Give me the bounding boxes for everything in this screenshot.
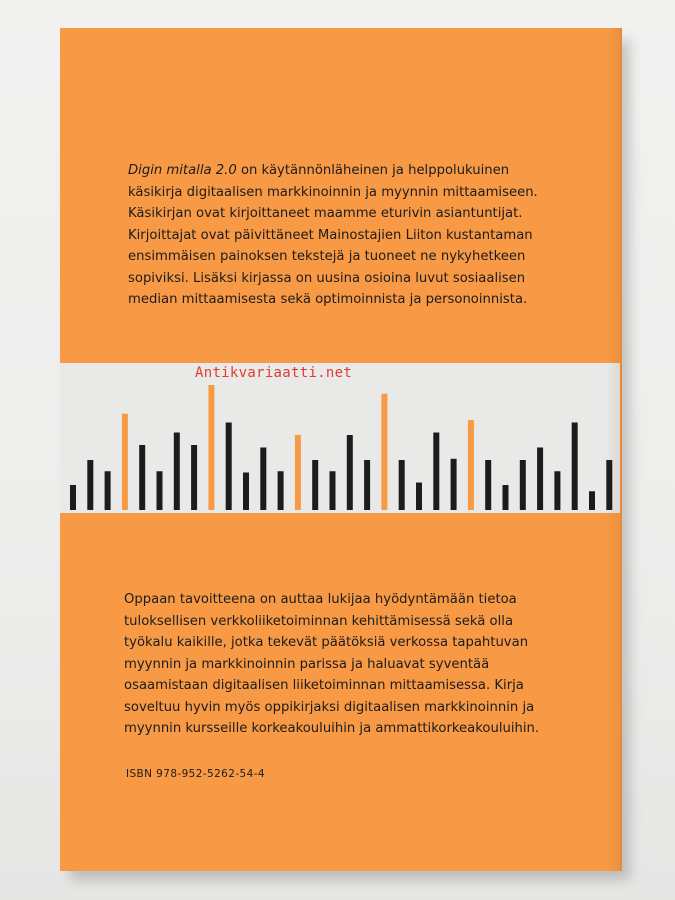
decor-bar <box>87 460 93 510</box>
decor-bar <box>243 473 249 511</box>
decor-bar <box>381 394 387 510</box>
decor-bar <box>260 448 266 511</box>
blurb-bottom <box>124 589 539 740</box>
decor-bar <box>226 423 232 511</box>
decor-bar <box>278 471 284 510</box>
decor-bar <box>399 460 405 510</box>
decor-bar <box>191 445 197 510</box>
decor-bar <box>537 448 543 511</box>
watermark-text: Antikvariaatti.net <box>195 365 353 381</box>
decor-bar <box>295 435 301 510</box>
blurb-bottom-line-1: Oppaan tavoitteena on auttaa lukijaa hyödyntämään tietoa <box>124 592 517 607</box>
blurb-top-line-5: ensimmäisen painoksen tekstejä ja tuoneet ne nykyhetkeen <box>128 249 526 264</box>
decor-bar <box>174 433 180 511</box>
decor-bar <box>606 460 612 510</box>
decor-bar <box>554 471 560 510</box>
decor-bar <box>347 435 353 510</box>
blurb-top <box>128 160 538 311</box>
blurb-top-line-3: Käsikirjan ovat kirjoittaneet maamme eturivin asiantuntijat. <box>128 206 523 221</box>
decor-bar <box>520 460 526 510</box>
decor-bar <box>485 460 491 510</box>
blurb-top-line-2: käsikirja digitaalisen markkinoinnin ja myynnin mittaamiseen. <box>128 184 538 200</box>
decor-bar <box>364 460 370 510</box>
blurb-top-line-1: Digin mitalla 2.0 on käytännönläheinen ja helppolukuinen <box>128 163 510 178</box>
decor-bar <box>589 491 595 510</box>
blurb-top-line-7: median mittaamisesta sekä optimoinnista ja personoinnista. <box>128 292 528 307</box>
blurb-bottom-line-5: osaamistaan digitaalisen liiketoiminnan mittaamisessa. Kirja <box>124 678 524 693</box>
blurb-bottom-line-3: työkalu kaikille, jotka tekevät päätöksiä verkossa tapahtuvan <box>124 635 529 650</box>
decor-bar <box>451 459 457 510</box>
book-back-cover <box>60 28 622 871</box>
decor-bar <box>433 433 439 511</box>
book-title-italic: Digin mitalla 2.0 <box>128 163 237 178</box>
decorative-bar-graphic <box>60 363 620 513</box>
decor-bar <box>312 460 318 510</box>
decor-bar <box>416 483 422 511</box>
decor-bar <box>157 471 163 510</box>
blurb-top-line-6: sopiviksi. Lisäksi kirjassa on uusina osioina luvut sosiaalisen <box>128 270 526 286</box>
decor-bar <box>503 485 509 510</box>
decor-bar <box>139 445 145 510</box>
decor-bar <box>468 420 474 510</box>
decor-bar <box>330 471 336 510</box>
decor-bar <box>122 414 128 510</box>
blurb-bottom-line-6: soveltuu hyvin myös oppikirjaksi digitaalisen markkinoinnin ja <box>124 699 535 715</box>
blurb-top-line-4: Kirjoittajat ovat päivittäneet Mainostajien Liiton kustantaman <box>128 227 533 243</box>
decor-bar <box>208 385 214 510</box>
blurb-bottom-line-2: tuloksellisen verkkoliiketoiminnan kehittämisessä sekä olla <box>124 613 514 629</box>
blurb-bottom-line-7: myynnin kursseille korkeakouluihin ja ammattikorkeakouluihin. <box>124 721 540 736</box>
decor-bar <box>572 423 578 511</box>
blurb-bottom-line-4: myynnin ja markkinoinnin parissa ja haluavat syventää <box>124 656 490 672</box>
decor-bar <box>70 485 76 510</box>
decor-bar <box>105 471 111 510</box>
isbn-number: ISBN 978-952-5262-54-4 <box>126 768 265 780</box>
